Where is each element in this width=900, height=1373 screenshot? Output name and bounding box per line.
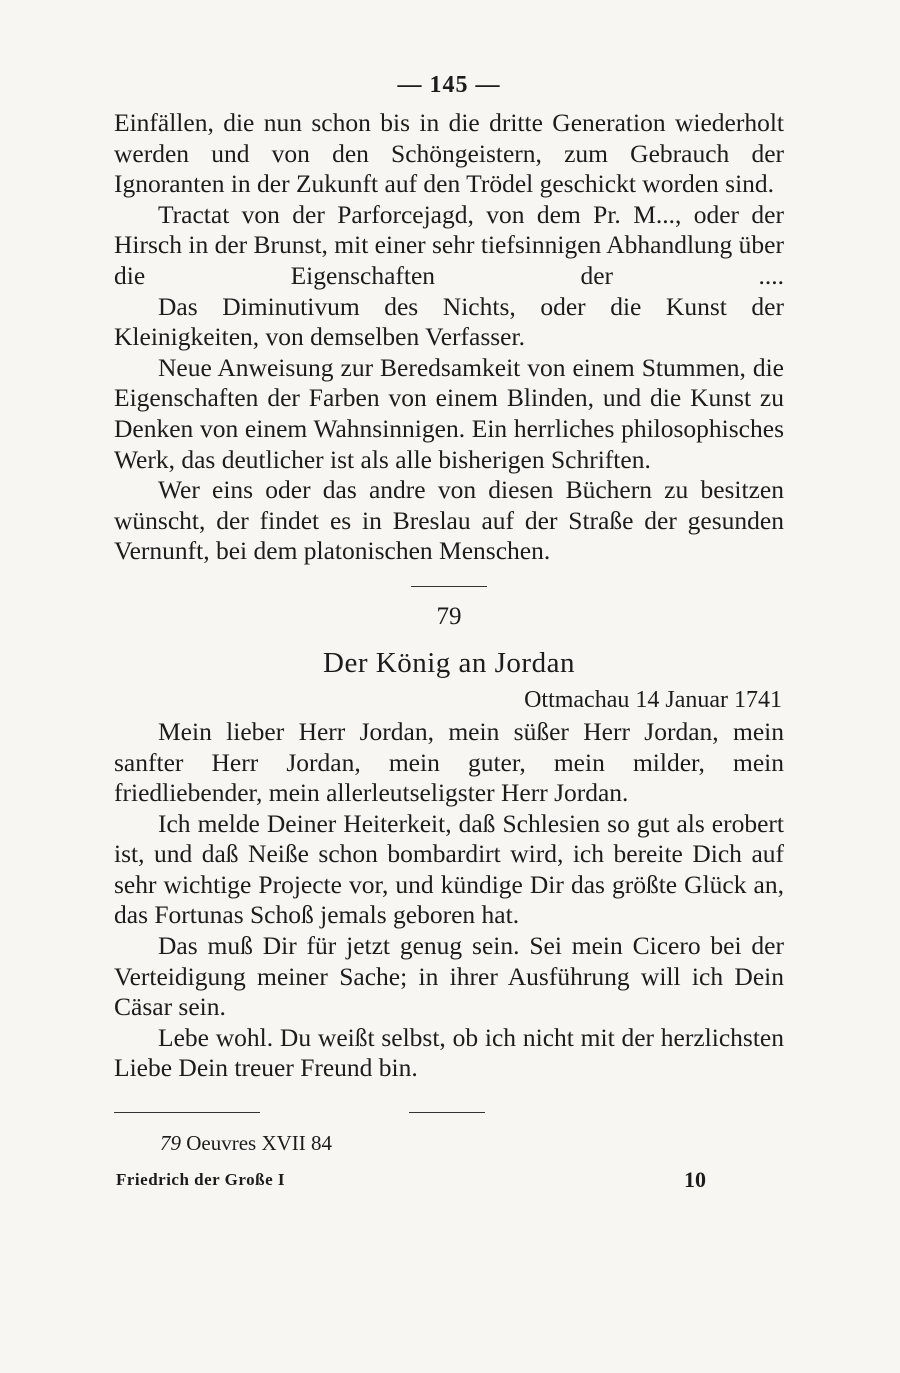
page-number: — 145 — — [397, 72, 501, 98]
section-divider — [411, 586, 487, 587]
letter-number: 79 — [436, 602, 462, 630]
continuation-text — [114, 108, 784, 567]
paragraph-continued: Einfällen, die nun schon bis in die dritte Generation wiederholt werden und von den Schöngeistern, zum Gebrauch der Ignoranten in der Zukunft auf den Trödel geschickt worden sind. — [114, 108, 784, 199]
footnote-text: Oeuvres XVII 84 — [186, 1131, 333, 1156]
paragraph-breslau: Wer eins oder das andre von diesen Büchern zu besitzen wünscht, der findet es in Breslau auf der Straße der gesunden Vernunft, bei dem platonischen Menschen. — [114, 475, 784, 566]
letter-end-rule — [409, 1112, 485, 1113]
sheet-number: 10 — [684, 1167, 706, 1193]
letter-paragraph-closing: Lebe wohl. Du weißt selbst, ob ich nicht mit der herzlichsten Liebe Dein treuer Freund bin. — [114, 1022, 784, 1083]
letter-title: Der König an Jordan — [323, 646, 575, 679]
paragraph-tractat: Tractat von der Parforcejagd, von dem Pr. M..., oder der Hirsch in der Brunst, mit einer sehr tiefsinnigen Abhandlung über die Eigenschaften der .... — [114, 199, 784, 290]
letter-paragraph-cicero: Das muß Dir für jetzt genug sein. Sei mein Cicero bei der Verteidigung meiner Sache; in ihrer Ausführung will ich Dein Cäsar sein. — [114, 931, 784, 1022]
footnote-divider-row — [114, 1102, 784, 1122]
letter-paragraph-salutation: Mein lieber Herr Jordan, mein süßer Herr Jordan, mein sanfter Herr Jordan, mein guter, mein milder, mein friedliebender, mein allerleutseligster Herr Jordan. — [114, 716, 784, 808]
letter-body — [114, 717, 784, 1084]
footnote-number: 79 — [160, 1131, 181, 1156]
paragraph-diminutivum: Das Diminutivum des Nichts, oder die Kunst der Kleinigkeiten, von demselben Verfasser. — [114, 291, 784, 352]
printer-signature: Friedrich der Große I — [116, 1170, 285, 1190]
letter-paragraph-news: Ich melde Deiner Heiterkeit, daß Schlesien so gut als erobert ist, und daß Neiße schon bombardirt wird, ich bereite Dich auf sehr wichtige Projecte vor, und kündige Dir das größte Glück an, das Fortunas Schoß jemals geboren hat. — [114, 808, 784, 930]
footnote-rule — [114, 1112, 260, 1113]
page-footer — [114, 1162, 784, 1198]
paragraph-anweisung: Neue Anweisung zur Beredsamkeit von einem Stummen, die Eigenschaften der Farben von einem Blinden, und die Kunst zu Denken von einem Wahnsinnigen. Ein herrliches philosophisches Werk, das deutlicher ist als alle bisherigen Schriften. — [114, 352, 784, 474]
letter-dateline: Ottmachau 14 Januar 1741 — [524, 686, 782, 713]
book-page — [114, 62, 784, 1198]
footnote — [114, 1128, 784, 1158]
